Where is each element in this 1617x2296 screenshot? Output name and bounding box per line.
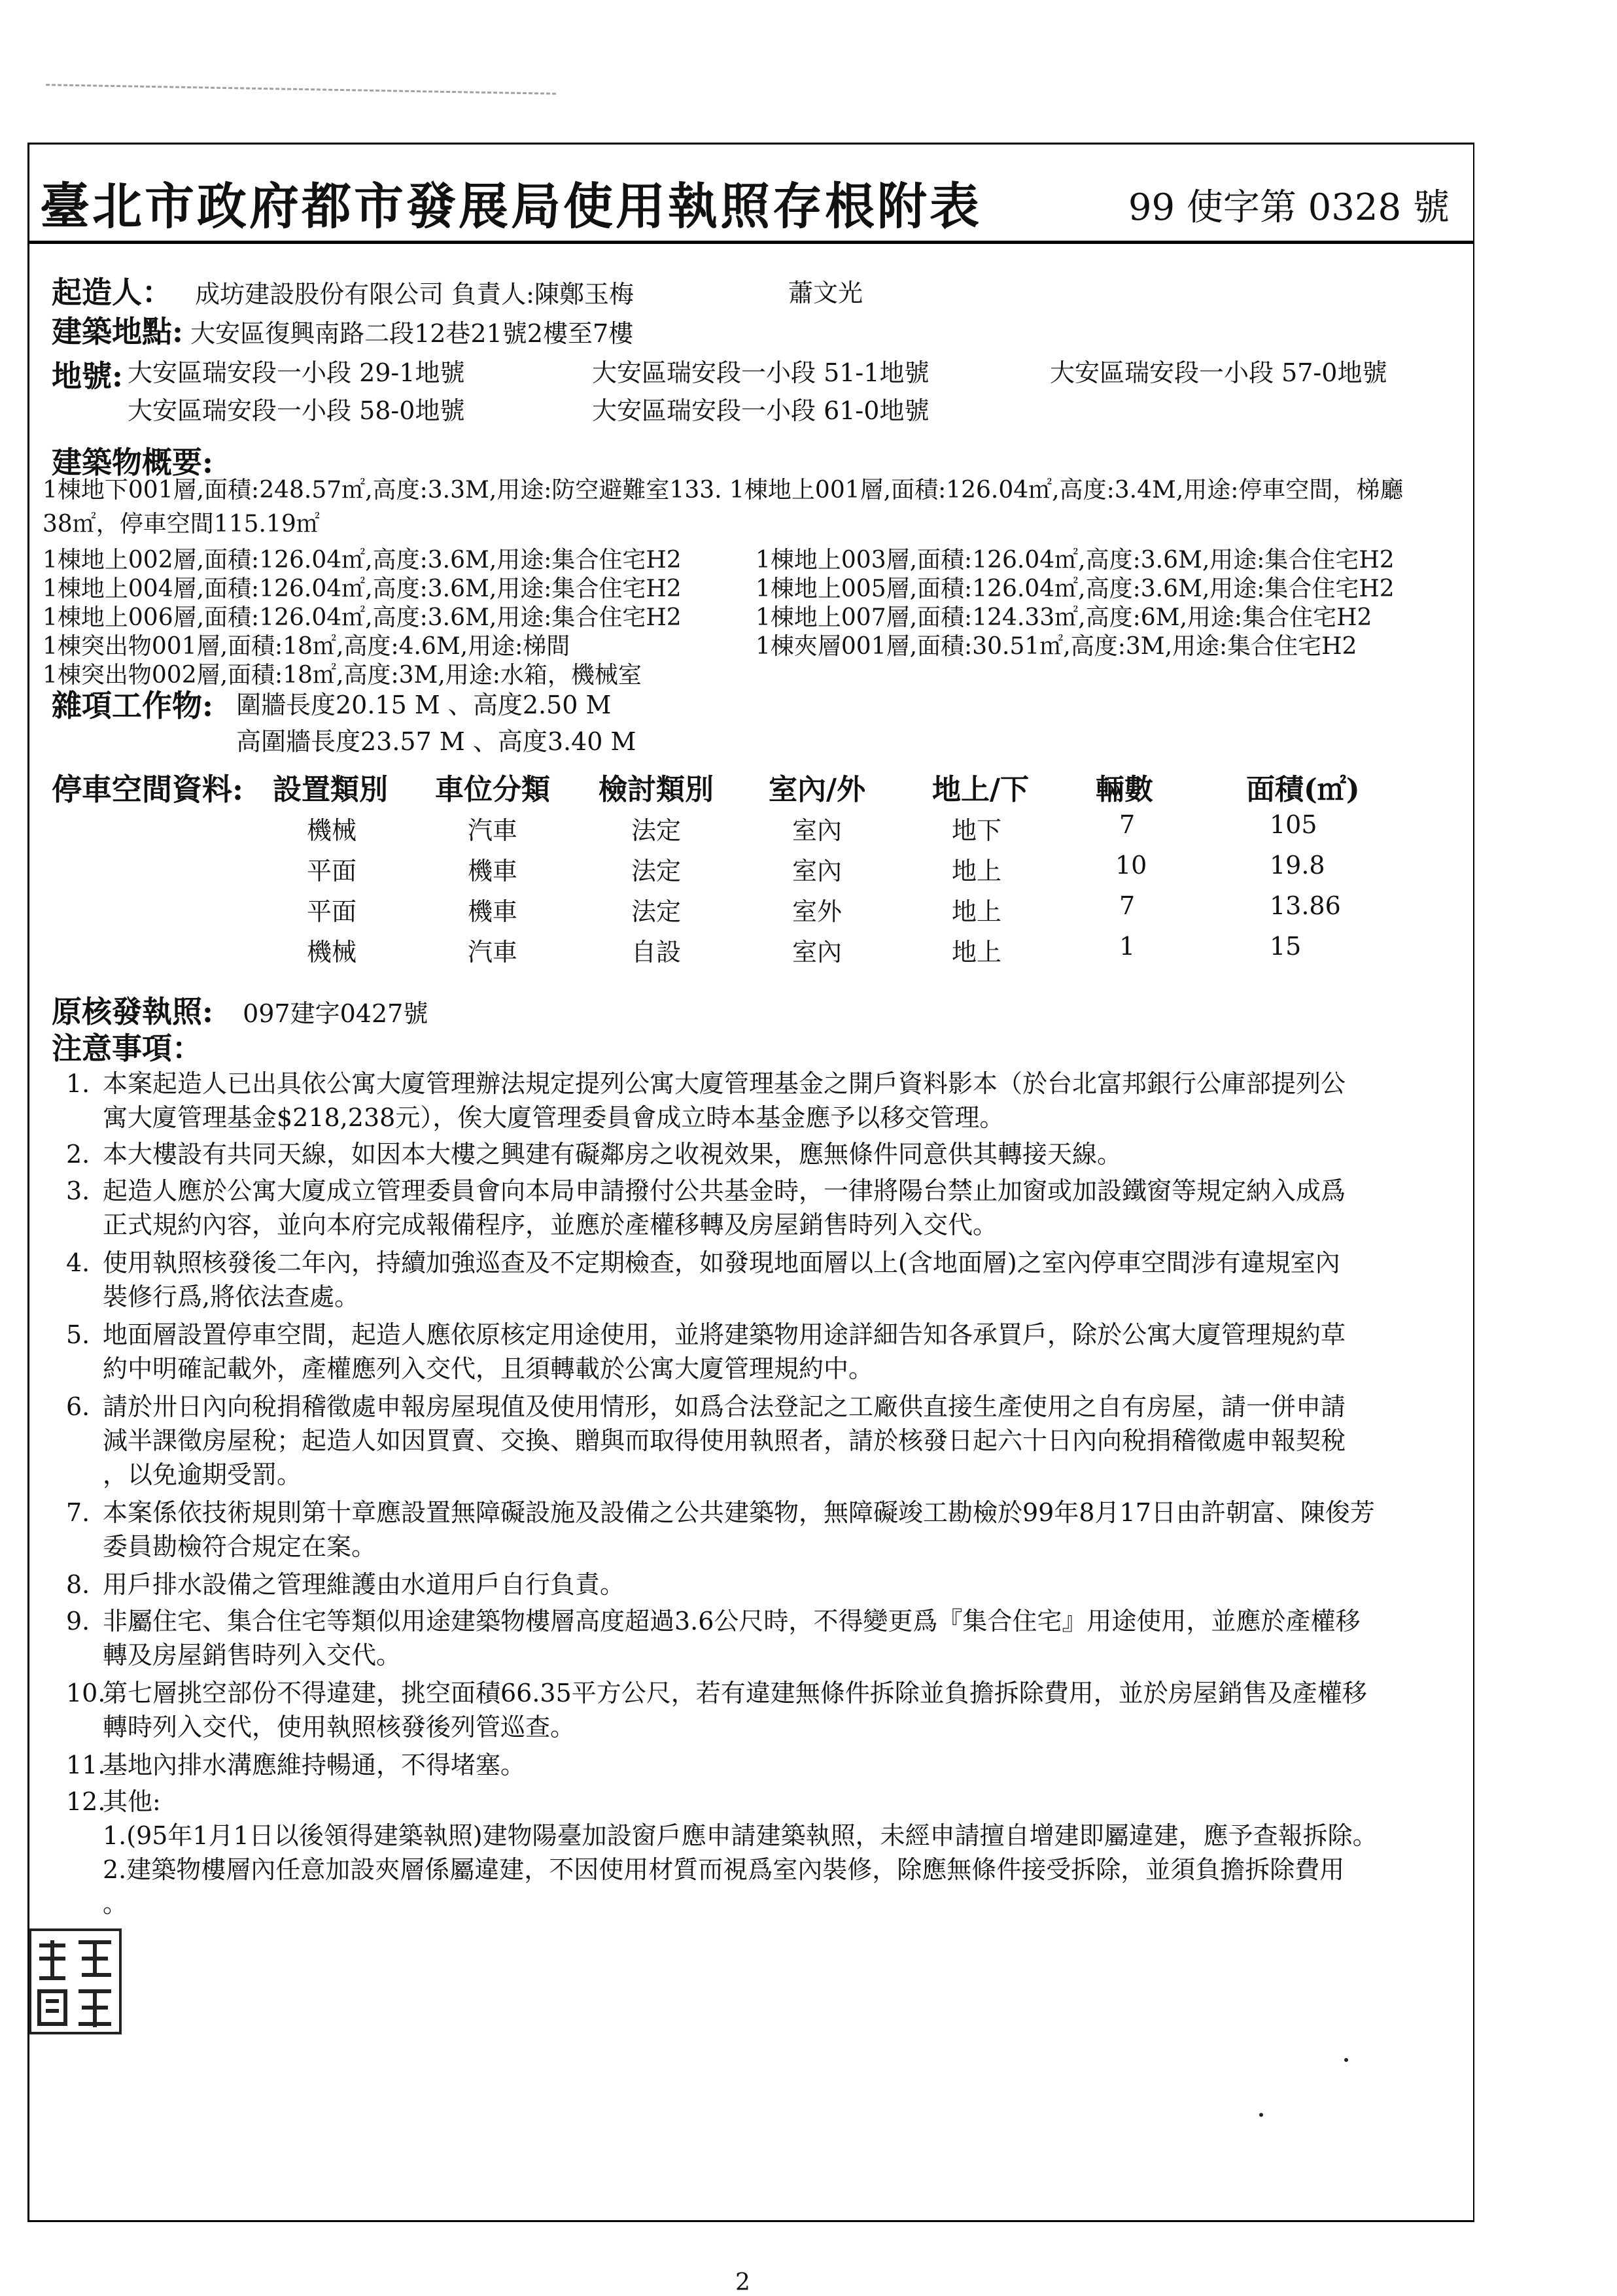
note-text: 寓大廈管理基金$218,238元），俟大廈管理委員會成立時本基金應予以移交管理。	[103, 1103, 1005, 1132]
note-item	[66, 1496, 1375, 1564]
misc-line: 高圍牆長度23.57 M 、高度3.40 M	[236, 727, 636, 756]
note-number: 1.	[66, 1069, 90, 1098]
overview-line: 38㎡，停車空間115.19㎡	[43, 511, 320, 538]
floor-entry: 1棟地上005層,面積:126.04㎡,高度:3.6M,用途:集合住宅H2	[756, 575, 1395, 602]
note-item	[66, 1067, 1346, 1135]
scan-artifact	[46, 84, 556, 101]
note-text: 其他:	[103, 1787, 161, 1816]
note-item	[66, 1785, 1378, 1921]
note-text: 裝修行爲,將依法查處。	[103, 1282, 360, 1311]
parking-cell: 13.86	[1270, 891, 1341, 920]
builder-extra: 蕭文光	[788, 279, 863, 307]
note-text: 非屬住宅、集合住宅等類似用途建築物樓層高度超過3.6公尺時，不得變更爲『集合住宅』用途使用，並應於產權移	[103, 1607, 1361, 1636]
floor-entry: 1棟地上004層,面積:126.04㎡,高度:3.6M,用途:集合住宅H2	[43, 575, 682, 602]
lot-item: 大安區瑞安段一小段 58-0地號	[128, 396, 465, 425]
title-bar	[29, 145, 1473, 244]
parking-cell: 1	[1119, 932, 1136, 961]
parking-cell: 19.8	[1270, 851, 1325, 880]
parking-cell: 10	[1115, 851, 1147, 880]
note-text: 地面層設置停車空間，起造人應依原核定用途使用，並將建築物用途詳細告知各承買戶，除於公寓大廈管理規約草	[103, 1320, 1346, 1349]
parking-cell: 機車	[468, 897, 518, 926]
note-item	[66, 1748, 525, 1782]
parking-cell: 平面	[307, 897, 357, 926]
overview-left-col	[43, 546, 682, 690]
note-number: 7.	[66, 1498, 90, 1527]
parking-cell: 法定	[631, 816, 682, 845]
official-seal	[26, 1926, 124, 2037]
note-text: 本案係依技術規則第十章應設置無障礙設施及設備之公共建築物，無障礙竣工勘檢於99年8月17日由許朝富、陳俊芳	[103, 1498, 1375, 1527]
lot-label: 地號:	[52, 358, 123, 394]
parking-header: 檢討類別	[599, 773, 714, 806]
parking-cell: 平面	[307, 857, 357, 885]
page-number: 2	[735, 2269, 750, 2296]
note-text: 委員勘檢符合規定在案。	[103, 1532, 377, 1561]
note-text: 約中明確記載外，產權應列入交代，且須轉載於公寓大廈管理規約中。	[103, 1354, 874, 1383]
note-text: 用戶排水設備之管理維護由水道用戶自行負責。	[103, 1570, 625, 1599]
site-label: 建築地點:	[52, 314, 183, 349]
lot-item: 大安區瑞安段一小段 57-0地號	[1050, 358, 1387, 387]
note-text: 第七層挑空部份不得違建，挑空面積66.35平方公尺，若有違建無條件拆除並負擔拆除費用，並於房屋銷售及產權移	[103, 1679, 1367, 1707]
note-number: 8.	[66, 1570, 90, 1599]
floor-entry: 1棟地上006層,面積:126.04㎡,高度:3.6M,用途:集合住宅H2	[43, 604, 682, 631]
note-text: 基地內排水溝應維持暢通，不得堵塞。	[103, 1751, 526, 1779]
note-text: 轉時列入交代，使用執照核發後列管巡查。	[103, 1713, 576, 1741]
parking-header: 地上/下	[932, 773, 1030, 806]
note-item	[66, 1318, 1346, 1386]
misc-label: 雜項工作物:	[52, 688, 213, 723]
original-permit-value: 097建字0427號	[243, 999, 428, 1028]
floor-entry: 1棟地上007層,面積:124.33㎡,高度:6M,用途:集合住宅H2	[756, 604, 1372, 631]
note-number: 11.	[66, 1751, 106, 1779]
note-item	[66, 1604, 1360, 1672]
floor-entry: 1棟夾層001層,面積:30.51㎡,高度:3M,用途:集合住宅H2	[756, 633, 1357, 660]
parking-header: 室內/外	[769, 773, 866, 806]
overview-right-col	[756, 546, 1395, 661]
parking-cell: 室內	[792, 938, 843, 967]
note-text: 起造人應於公寓大廈成立管理委員會向本局申請撥付公共基金時，一律將陽台禁止加窗或加設鐵窗等規定納入成爲	[103, 1176, 1346, 1205]
note-text: 正式規約內容，並向本府完成報備程序，並應於產權移轉及房屋銷售時列入交代。	[103, 1210, 998, 1239]
parking-cell: 地下	[952, 816, 1002, 845]
note-text: 。	[103, 1889, 128, 1918]
parking-cell: 15	[1270, 932, 1302, 961]
note-number: 6.	[66, 1392, 90, 1421]
note-text: 減半課徵房屋稅；起造人如因買賣、交換、贈與而取得使用執照者，請於核發日起六十日內向稅捐稽徵處申報契稅	[103, 1426, 1346, 1455]
note-text: 請於卅日內向稅捐稽徵處申報房屋現值及使用情形，如爲合法登記之工廠供直接生產使用之自有房屋，請一併申請	[103, 1392, 1346, 1421]
lot-item: 大安區瑞安段一小段 51-1地號	[592, 358, 930, 387]
note-item	[66, 1676, 1367, 1744]
parking-header: 設置類別	[273, 773, 388, 806]
note-item	[66, 1246, 1340, 1314]
note-number: 9.	[66, 1607, 90, 1636]
parking-cell: 室內	[792, 816, 843, 845]
document-frame	[27, 143, 1474, 2222]
builder-row	[52, 269, 634, 312]
parking-cell: 室外	[792, 897, 843, 926]
parking-header: 輛數	[1096, 773, 1153, 806]
note-number: 2.	[66, 1140, 90, 1169]
parking-header: 面積(㎡)	[1246, 773, 1360, 806]
note-number: 12.	[66, 1787, 106, 1816]
floor-entry: 1棟地上002層,面積:126.04㎡,高度:3.6M,用途:集合住宅H2	[43, 547, 682, 574]
note-number: 10.	[66, 1679, 106, 1707]
note-item	[66, 1174, 1346, 1242]
parking-cell: 機車	[468, 857, 518, 885]
parking-cell: 自設	[631, 938, 682, 967]
parking-cell: 機械	[307, 938, 357, 967]
note-text: 1.(95年1月1日以後領得建築執照)建物陽臺加設窗戶應申請建築執照，未經申請擅自增建即屬違建，應予查報拆除。	[103, 1821, 1378, 1850]
notes-label: 注意事項：	[52, 1031, 202, 1066]
note-text: 本大樓設有共同天線，如因本大樓之興建有礙鄰房之收視效果，應無條件同意供其轉接天線。	[103, 1140, 1122, 1169]
overview-label: 建築物概要:	[52, 445, 213, 480]
document-title: 臺北市政府都市發展局使用執照存根附表	[40, 177, 982, 235]
misc-line: 圍牆長度20.15 M 、高度2.50 M	[236, 691, 612, 719]
parking-cell: 105	[1270, 810, 1317, 839]
parking-cell: 地上	[952, 857, 1002, 885]
parking-cell: 地上	[952, 897, 1002, 926]
note-number: 4.	[66, 1248, 90, 1277]
floor-entry: 1棟突出物002層,面積:18㎡,高度:3M,用途:水箱，機械室	[43, 662, 642, 689]
note-number: 5.	[66, 1320, 90, 1349]
parking-cell: 汽車	[468, 938, 518, 967]
parking-cell: 7	[1119, 891, 1136, 920]
parking-cell: 汽車	[468, 816, 518, 845]
parking-header: 車位分類	[435, 773, 550, 806]
floor-entry: 1棟突出物001層,面積:18㎡,高度:4.6M,用途:梯間	[43, 633, 570, 660]
lot-item: 大安區瑞安段一小段 61-0地號	[592, 396, 930, 425]
note-item	[66, 1390, 1346, 1492]
parking-cell: 法定	[631, 857, 682, 885]
note-item	[66, 1568, 625, 1602]
parking-cell: 室內	[792, 857, 843, 885]
overview-line: 1棟地下001層,面積:248.57㎡,高度:3.3M,用途:防空避難室133. 1棟地上001層,面積:126.04㎡,高度:3.4M,用途:停車空間，梯廳	[43, 477, 1404, 504]
parking-label: 停車空間資料:	[52, 772, 243, 807]
note-text: ，以免逾期受罰。	[103, 1460, 302, 1489]
lot-item: 大安區瑞安段一小段 29-1地號	[128, 358, 465, 387]
parking-cell: 法定	[631, 897, 682, 926]
parking-cell: 地上	[952, 938, 1002, 967]
note-text: 2.建築物樓層內任意加設夾層係屬違建，不因使用材質而視爲室內裝修，除應無條件接受拆除，並須負擔拆除費用	[103, 1855, 1345, 1884]
seal-graphic	[26, 1926, 124, 2037]
scan-speck	[1259, 2113, 1263, 2117]
scan-speck	[1344, 2058, 1348, 2062]
builder-value: 成坊建設股份有限公司 負責人:陳鄭玉梅	[195, 280, 634, 309]
site-row	[52, 308, 633, 351]
parking-cell: 機械	[307, 816, 357, 845]
parking-cell: 7	[1119, 810, 1136, 839]
original-permit-label: 原核發執照:	[52, 994, 213, 1029]
note-text: 使用執照核發後二年內，持續加強巡查及不定期檢查，如發現地面層以上(含地面層)之室內停車空間涉有違規室內	[103, 1248, 1340, 1277]
note-text: 本案起造人已出具依公寓大廈管理辦法規定提列公寓大廈管理基金之開戶資料影本（於台北富邦銀行公庫部提列公	[103, 1069, 1346, 1098]
note-text: 轉及房屋銷售時列入交代。	[103, 1641, 402, 1670]
permit-number: 99 使字第 0328 號	[1128, 186, 1450, 229]
floor-entry: 1棟地上003層,面積:126.04㎡,高度:3.6M,用途:集合住宅H2	[756, 547, 1395, 574]
site-value: 大安區復興南路二段12巷21號2樓至7樓	[190, 319, 634, 348]
note-number: 3.	[66, 1176, 90, 1205]
builder-label: 起造人：	[52, 275, 172, 310]
note-item	[66, 1137, 1122, 1171]
